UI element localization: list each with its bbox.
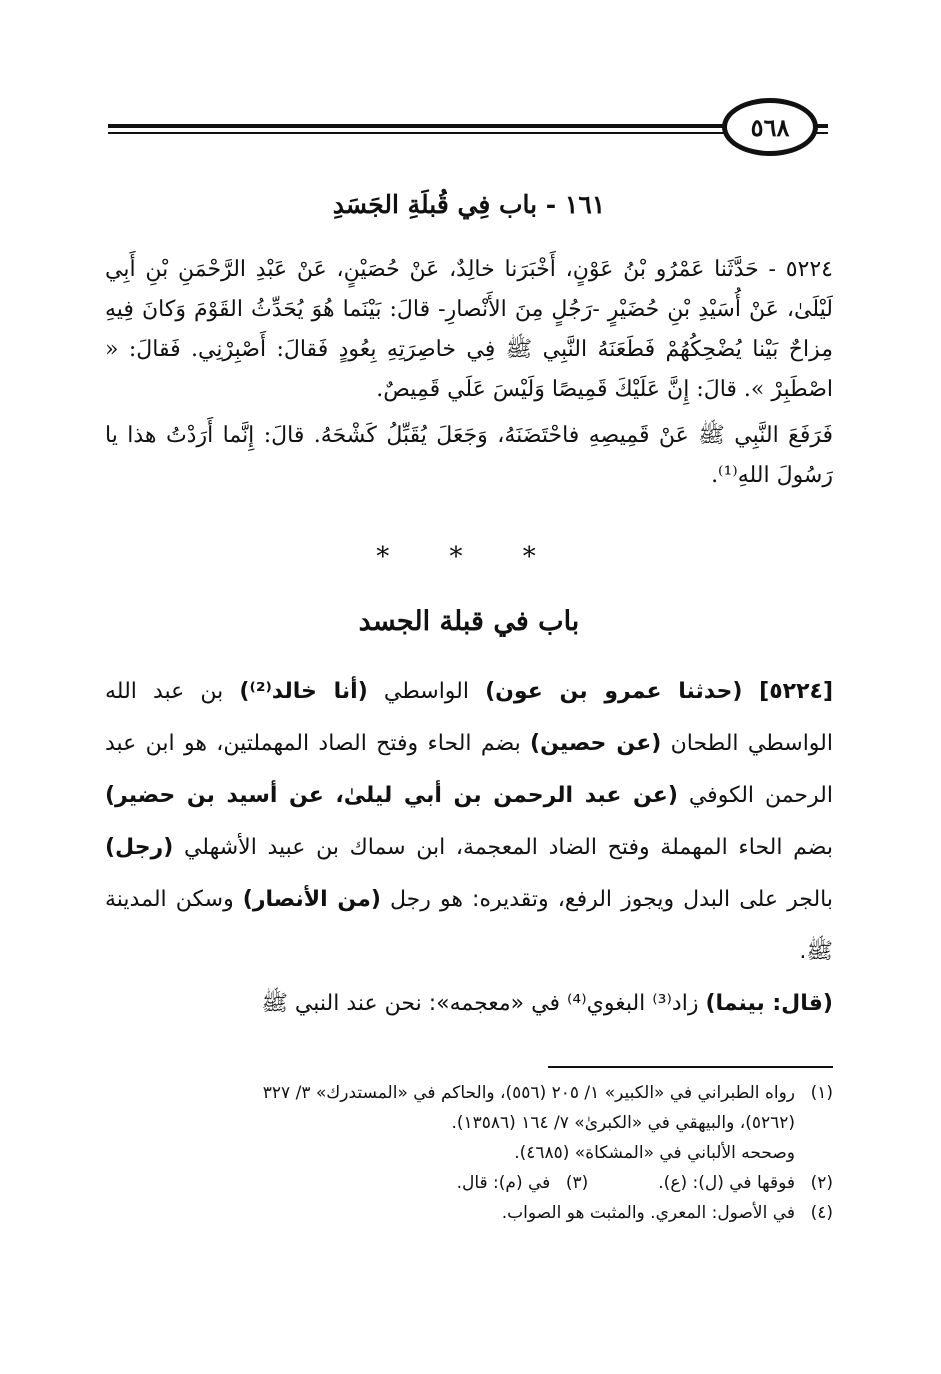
commentary-quote: (من الأنصار) xyxy=(242,887,381,912)
commentary xyxy=(105,666,833,1030)
footnote-number: (١) xyxy=(810,1083,833,1103)
footnote-text: في (م): قال. xyxy=(456,1173,551,1193)
footnote-4 xyxy=(100,1198,833,1228)
footnote-rule xyxy=(548,1066,833,1068)
footnote-text: في الأصول: المعري. والمثبت هو الصواب. xyxy=(501,1203,795,1223)
commentary-text: بضم الحاء وفتح الصاد المهملتين، هو ابن عبد الرحمن الكوفي xyxy=(105,731,833,808)
commentary-paragraph-2 xyxy=(105,978,833,1030)
commentary-quote: (عن عبد الرحمن بن أبي ليلىٰ، عن أسيد بن حضير) xyxy=(105,783,678,808)
commentary-text: بالجر على البدل ويجوز الرفع، وتقديره: هو رجل xyxy=(380,887,833,912)
hadith-paragraph-2: فَرَفَعَ النَّبِي ﷺ عَنْ قَمِيصِهِ فاحْتَضَنَهُ، وَجَعَلَ يُقَبِّلُ كَشْحَهُ. قالَ: إِنَّما أَرَدْتُ هذا يا رَسُولَ اللهِ⁽¹⁾. xyxy=(105,423,833,488)
footnote-1 xyxy=(100,1078,833,1108)
commentary-quote: (قال: بينما) xyxy=(705,991,833,1016)
commentary-paragraph-1 xyxy=(105,666,833,978)
section-separator-stars: * * * xyxy=(376,542,562,572)
hadith-paragraph-1: ٥٢٢٤ - حَدَّثَنا عَمْرُو بْنُ عَوْنٍ، أَخْبَرَنا خالِدٌ، عَنْ حُصَيْنٍ، عَنْ عَبْدِ الرَّحْمَنِ بْنِ أَبِي لَيْلَىٰ، عَنْ أُسَيْدِ بْنِ حُضَيْرٍ -رَجُلٍ مِنَ الأَنْصارِ- قالَ: بَيْنَما هُوَ يُحَدِّثُ القَوْمَ وَكانَ فِيهِ مِزاحٌ بَيْنا يُضْحِكُهُمْ فَطَعَنَهُ النَّبِي ﷺ فِي خاصِرَتِهِ بِعُودٍ فَقالَ: أَصْبِرْنِي. فَقالَ: « اصْطَبِرْ ». قالَ: إِنَّ عَلَيْكَ قَمِيصًا وَلَيْسَ عَلَي قَمِيصٌ. xyxy=(105,257,833,402)
footnote-text: فوقها في (ل): (ع). xyxy=(658,1173,795,1193)
commentary-text: زاد⁽³⁾ البغوي⁽⁴⁾ في «معجمه»: نحن عند النبي ﷺ xyxy=(261,991,706,1016)
footnote-row-2-3 xyxy=(100,1168,833,1198)
footnote-number: (٤) xyxy=(810,1203,833,1223)
footnote-3 xyxy=(457,1168,589,1198)
commentary-quote: (أنا خالد⁽²⁾) xyxy=(239,679,368,704)
footnotes xyxy=(100,1078,833,1228)
header-rule-thick xyxy=(108,124,828,128)
commentary-text: الواسطي xyxy=(367,679,486,704)
chapter-title: ١٦١ - باب فِي قُبلَةِ الجَسَدِ xyxy=(332,190,606,219)
footnote-1-continued: (٥٢٦٢)، والبيهقي في «الكبرىٰ» ٧/ ١٦٤ (١٣٥٨٦). xyxy=(451,1113,795,1133)
commentary-text: وسكن المدينة ﷺ. xyxy=(105,887,833,964)
footnote-2 xyxy=(658,1168,833,1198)
commentary-text: بضم الحاء المهملة وفتح الضاد المعجمة، ابن سماك بن عبيد الأشهلي xyxy=(173,835,833,860)
commentary-quote: (حدثنا عمرو بن عون) xyxy=(485,679,743,704)
header-rule-thin xyxy=(108,132,828,134)
hadith-text xyxy=(105,250,833,502)
hadith-number: [٥٢٢٤] xyxy=(742,679,833,704)
commentary-quote: (رجل) xyxy=(105,835,174,860)
section-title: باب في قبلة الجسد xyxy=(358,606,580,637)
page-number: ٥٦٨ xyxy=(722,98,818,156)
footnote-number: (٢) xyxy=(810,1173,833,1193)
footnote-1-continued: وصححه الألباني في «المشكاة» (٤٦٨٥). xyxy=(514,1143,795,1163)
footnote-number: (٣) xyxy=(565,1173,589,1193)
commentary-quote: (عن حصين) xyxy=(530,731,662,756)
commentary-text: بن عبد الله الواسطي الطحان xyxy=(105,679,833,756)
footnote-text: رواه الطبراني في «الكبير» ١/ ٢٠٥ (٥٥٦)، والحاكم في «المستدرك» ٣/ ٣٢٧ xyxy=(262,1083,795,1103)
